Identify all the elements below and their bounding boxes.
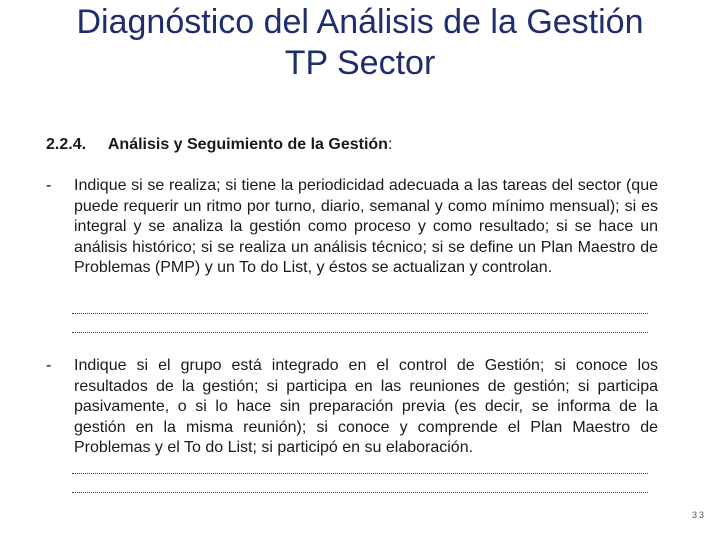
- bullet-dash: -: [46, 357, 52, 374]
- slide-title: [0, 2, 720, 84]
- answer-line: [72, 313, 648, 314]
- section-number: 2.2.4.: [46, 136, 87, 153]
- answer-line: [72, 332, 648, 333]
- list-item-text: Indique si el grupo está integrado en el control de Gestión; si conoce los resultados de la gestión; si participa en las reuniones de gestión; si participa pasivamente, o si lo hace sin preparación previa (es decir, se informa de la gestión en la misma reunión); si conoce y comprende el Plan Maestro de Problemas y el To do List; si participó en su elaboración.: [74, 357, 658, 456]
- section-heading-colon: :: [387, 136, 393, 153]
- page-number: 33: [691, 510, 706, 520]
- slide-title-line2: TP Sector: [284, 44, 436, 82]
- section-heading: [46, 136, 392, 154]
- list-item-text: Indique si se realiza; si tiene la periodicidad adecuada a las tareas del sector (que puede requerir un ritmo por turno, diario, semanal y como mínimo mensual); si es integral y se analiza la gestión como proceso y como resultado; si se hace un análisis histórico; si se realiza un análisis técnico; si se define un Plan Maestro de Problemas (PMP) y un To do List, y éstos se actualizan y controlan.: [74, 177, 658, 276]
- slide-title-line1: Diagnóstico del Análisis de la Gestión: [76, 3, 644, 41]
- bullet-dash: -: [46, 177, 52, 194]
- answer-line: [72, 492, 648, 493]
- answer-line: [72, 473, 648, 474]
- section-heading-text: Análisis y Seguimiento de la Gestión: [107, 136, 388, 153]
